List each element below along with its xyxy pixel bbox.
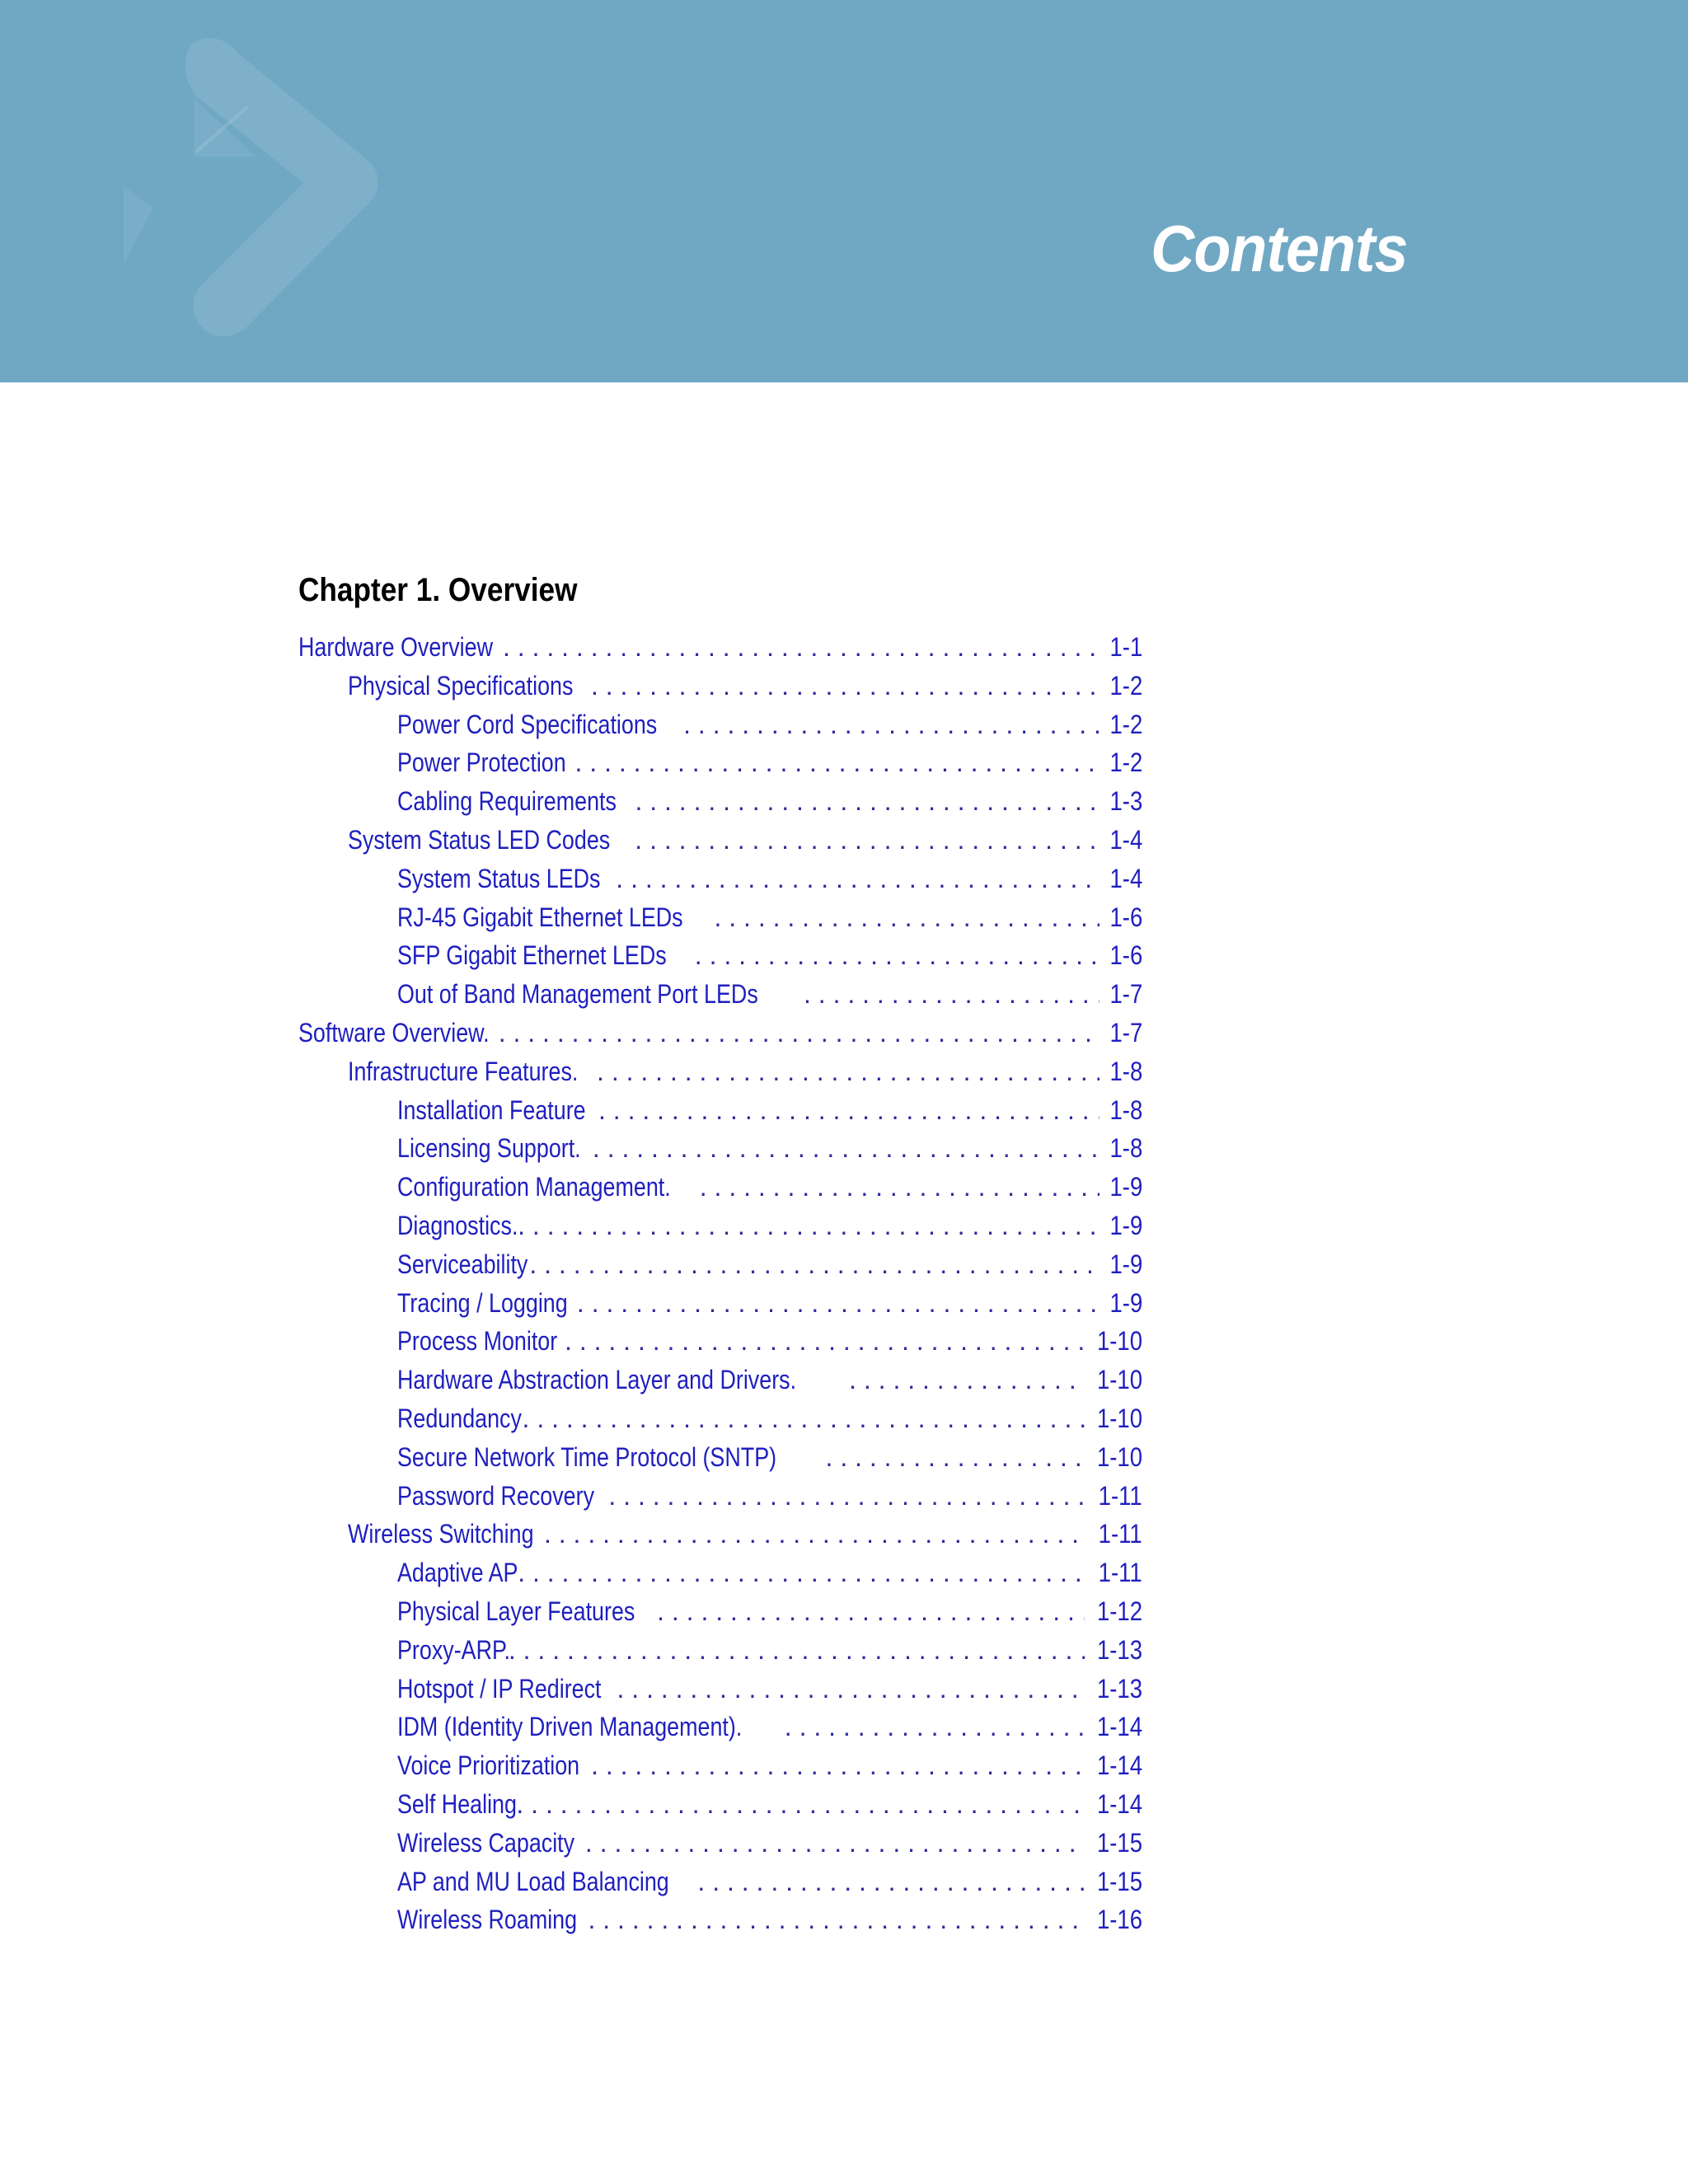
toc-entry-page[interactable]: 1-14: [1096, 1750, 1142, 1781]
toc-entry-title[interactable]: Infrastructure Features.: [348, 1056, 579, 1086]
dot-leader: [565, 1322, 1085, 1360]
toc-entry[interactable]: [298, 1284, 1142, 1323]
toc-entry-title[interactable]: Out of Band Management Port LEDs: [397, 979, 758, 1010]
dot-leader: [585, 1824, 1085, 1862]
chapter-heading: Chapter 1. Overview: [298, 572, 578, 608]
toc-entry[interactable]: [298, 1129, 1142, 1168]
dot-leader: [503, 628, 1100, 666]
toc-entry-title[interactable]: Wireless Switching: [348, 1519, 534, 1549]
toc-entry[interactable]: [298, 936, 1142, 975]
toc-entry[interactable]: [298, 743, 1142, 782]
toc-entry-title[interactable]: Physical Layer Features: [397, 1596, 635, 1626]
toc-entry-page[interactable]: 1-11: [1098, 1480, 1142, 1511]
toc-entry-page[interactable]: 1-2: [1109, 670, 1142, 701]
toc-entry-page[interactable]: 1-9: [1109, 1249, 1142, 1279]
toc-entry[interactable]: [298, 1670, 1142, 1708]
toc-entry-page[interactable]: 1-14: [1096, 1712, 1142, 1742]
toc-entry[interactable]: [298, 1014, 1142, 1052]
dot-leader: [657, 1592, 1085, 1630]
toc-entry[interactable]: [298, 821, 1142, 860]
toc-entry-title[interactable]: Self Healing: [397, 1788, 517, 1819]
toc-entry[interactable]: [298, 1399, 1142, 1438]
dot-leader: [617, 1670, 1085, 1708]
toc-entry-title[interactable]: Power Protection: [397, 748, 566, 778]
toc-entry-title[interactable]: Hardware Abstraction Layer and Drivers.: [397, 1365, 797, 1395]
dot-leader: [597, 1052, 1100, 1090]
toc-entry-page[interactable]: 1-4: [1109, 824, 1142, 855]
toc-entry[interactable]: [298, 1207, 1142, 1245]
toc-entry[interactable]: [298, 1631, 1142, 1670]
dot-leader: [598, 1091, 1100, 1129]
toc-entry-page[interactable]: 1-7: [1109, 979, 1142, 1010]
toc-entry-title[interactable]: Software Overview.: [298, 1017, 490, 1047]
dot-leader: [523, 1399, 1085, 1437]
toc-entry-page[interactable]: 1-11: [1098, 1519, 1142, 1549]
toc-entry-title[interactable]: System Status LED Codes: [348, 824, 611, 855]
toc-entry-page[interactable]: 1-3: [1109, 786, 1142, 817]
toc-entry-page[interactable]: 1-12: [1096, 1596, 1142, 1626]
toc-entry-title[interactable]: Configuration Management.: [397, 1172, 671, 1202]
toc-entry-title[interactable]: Secure Network Time Protocol (SNTP): [397, 1441, 777, 1472]
toc-entry-page[interactable]: 1-9: [1109, 1210, 1142, 1240]
toc-entry-title[interactable]: Wireless Capacity: [397, 1827, 575, 1858]
toc-entry-title[interactable]: AP and MU Load Balancing: [397, 1866, 669, 1896]
toc-entry-page[interactable]: 1-8: [1109, 1094, 1142, 1125]
toc-entry-page[interactable]: 1-10: [1096, 1441, 1142, 1472]
toc-entry[interactable]: [298, 1708, 1142, 1746]
toc-entry-title[interactable]: Licensing Support.: [397, 1133, 581, 1164]
toc-entry-page[interactable]: 1-9: [1109, 1172, 1142, 1202]
dot-leader: [785, 1708, 1085, 1746]
toc-entry-page[interactable]: 1-2: [1109, 748, 1142, 778]
dot-leader: [509, 1631, 1085, 1669]
dot-leader: [516, 1785, 1085, 1823]
toc-entry-page[interactable]: 1-11: [1098, 1558, 1142, 1588]
toc-entry-title[interactable]: Cabling Requirements: [397, 786, 617, 817]
toc-entry-page[interactable]: 1-15: [1096, 1866, 1142, 1896]
dot-leader: [608, 1477, 1086, 1515]
toc-entry[interactable]: [298, 1900, 1142, 1939]
toc-entry-title[interactable]: RJ-45 Gigabit Ethernet LEDs: [397, 902, 683, 932]
toc-entry[interactable]: [298, 1438, 1142, 1477]
toc-entry-title[interactable]: Installation Feature: [397, 1094, 586, 1125]
dot-leader: [499, 1014, 1100, 1052]
dot-leader: [683, 705, 1100, 743]
toc-entry-title[interactable]: System Status LEDs: [397, 863, 601, 893]
dot-leader: [593, 1129, 1100, 1167]
toc-entry-title[interactable]: Voice Prioritization: [397, 1750, 580, 1781]
toc-entry-title[interactable]: Password Recovery: [397, 1480, 595, 1511]
toc-entry[interactable]: [298, 1863, 1142, 1901]
toc-entry-page[interactable]: 1-14: [1096, 1788, 1142, 1819]
toc-entry[interactable]: [298, 1091, 1142, 1130]
toc-entry-page[interactable]: 1-9: [1109, 1287, 1142, 1318]
dot-leader: [804, 975, 1100, 1013]
dot-leader: [714, 898, 1099, 936]
toc-entry-page[interactable]: 1-6: [1109, 902, 1142, 932]
toc-entry-title[interactable]: Hotspot / IP Redirect: [397, 1673, 602, 1704]
header-banner: [0, 0, 1688, 382]
toc-entry-page[interactable]: 1-7: [1109, 1017, 1142, 1047]
toc-entry[interactable]: [298, 705, 1142, 744]
toc-entry[interactable]: [298, 1052, 1142, 1091]
toc-entry[interactable]: [298, 667, 1142, 705]
toc-entry-page[interactable]: 1-4: [1109, 863, 1142, 893]
dot-leader: [591, 1746, 1085, 1784]
table-of-contents: [298, 567, 1142, 1939]
page-title: Contents: [1151, 212, 1408, 285]
toc-entry-page[interactable]: 1-16: [1096, 1905, 1142, 1935]
toc-entry[interactable]: [298, 1554, 1142, 1592]
dot-leader: [575, 743, 1100, 781]
toc-entry-page[interactable]: 1-13: [1096, 1634, 1142, 1665]
dot-leader: [700, 1168, 1100, 1206]
toc-entry[interactable]: [298, 1592, 1142, 1631]
dot-leader: [616, 860, 1099, 898]
toc-entry[interactable]: [298, 1515, 1142, 1554]
toc-entry-title[interactable]: Power Cord Specifications: [397, 709, 658, 739]
toc-entry-title[interactable]: Serviceability: [397, 1249, 528, 1279]
dot-leader: [591, 667, 1100, 705]
toc-entry[interactable]: [298, 1245, 1142, 1284]
toc-entry-page[interactable]: 1-10: [1096, 1365, 1142, 1395]
toc-entry-page[interactable]: 1-2: [1109, 709, 1142, 739]
dot-leader: [518, 1207, 1100, 1244]
dot-leader: [635, 821, 1099, 859]
toc-entry-title[interactable]: Physical Specifications: [348, 670, 574, 701]
toc-entry[interactable]: [298, 1785, 1142, 1824]
toc-entry-page[interactable]: 1-8: [1109, 1056, 1142, 1086]
toc-entry[interactable]: [298, 1824, 1142, 1863]
toc-entry-title[interactable]: Process Monitor: [397, 1326, 558, 1357]
toc-entry[interactable]: [298, 1361, 1142, 1399]
toc-entry[interactable]: [298, 1746, 1142, 1785]
toc-entry-title[interactable]: SFP Gigabit Ethernet LEDs: [397, 940, 667, 971]
dot-leader: [695, 936, 1100, 974]
dot-leader: [826, 1438, 1085, 1476]
toc-entry-page[interactable]: 1-13: [1096, 1673, 1142, 1704]
toc-entry[interactable]: [298, 975, 1142, 1014]
toc-entry-title[interactable]: IDM (Identity Driven Management).: [397, 1712, 743, 1742]
toc-entry-title[interactable]: Adaptive AP: [397, 1558, 518, 1588]
toc-entry[interactable]: [298, 1322, 1142, 1361]
dot-leader: [518, 1554, 1086, 1591]
toc-entry-page[interactable]: 1-15: [1096, 1827, 1142, 1858]
dot-leader: [635, 782, 1099, 820]
toc-entry-title[interactable]: Redundancy: [397, 1403, 522, 1433]
toc-entry-title[interactable]: Diagnostics.: [397, 1210, 518, 1240]
toc-entry[interactable]: [298, 860, 1142, 898]
toc-entry-title[interactable]: Tracing / Logging: [397, 1287, 568, 1318]
dot-leader: [849, 1361, 1085, 1399]
chevron-logo-watermark: [0, 0, 462, 382]
dot-leader: [577, 1284, 1100, 1322]
toc-entry-page[interactable]: 1-10: [1096, 1326, 1142, 1357]
toc-entry-page[interactable]: 1-8: [1109, 1133, 1142, 1164]
toc-entry-page[interactable]: 1-10: [1096, 1403, 1142, 1433]
dot-leader: [588, 1900, 1084, 1938]
toc-entry[interactable]: [298, 628, 1142, 667]
toc-entry[interactable]: [298, 1168, 1142, 1207]
dot-leader: [529, 1245, 1099, 1283]
toc-entry[interactable]: [298, 898, 1142, 937]
toc-entry-title[interactable]: Hardware Overview: [298, 632, 494, 662]
toc-entry-page[interactable]: 1-1: [1109, 632, 1142, 662]
dot-leader: [697, 1863, 1085, 1900]
toc-entry-page[interactable]: 1-6: [1109, 940, 1142, 971]
toc-entry[interactable]: [298, 1477, 1142, 1516]
toc-list: [298, 628, 1142, 1939]
toc-entry-title[interactable]: Proxy-ARP.: [397, 1634, 510, 1665]
dot-leader: [544, 1515, 1086, 1553]
toc-entry[interactable]: [298, 782, 1142, 821]
toc-entry-title[interactable]: Wireless Roaming: [397, 1905, 578, 1935]
